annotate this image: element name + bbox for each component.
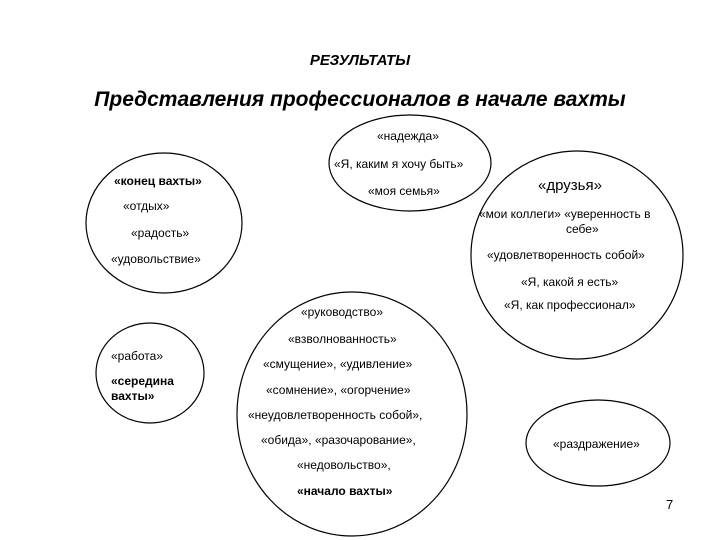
label-udovolstvie: «удовольствие» — [111, 252, 201, 266]
label-radost: «радость» — [131, 226, 190, 240]
label-ya-kak-professional: «Я, как профессионал» — [504, 298, 636, 312]
section-header: РЕЗУЛЬТАТЫ — [309, 52, 411, 69]
label-nedovolstvo: «недовольство», — [297, 458, 391, 472]
label-obida-razocharovanie: «обида», «разочарование», — [261, 433, 416, 447]
label-rabota: «работа» — [111, 349, 164, 363]
label-vahty: вахты» — [111, 389, 155, 403]
page-title: Представления профессионалов в начале вахты — [94, 88, 626, 111]
label-druzya: «друзья» — [538, 177, 602, 194]
label-nadezhda: «надежда» — [377, 129, 439, 143]
page-number: 7 — [666, 497, 674, 512]
label-moi-kollegi: «мои коллеги» «уверенность в — [479, 207, 651, 221]
label-neudovletvorennost-soboy: «неудовлетворенность собой», — [248, 408, 423, 422]
label-seredina: «середина — [111, 374, 174, 388]
label-somnenie-ogorchenie: «сомнение», «огорчение» — [266, 383, 411, 397]
label-sebe: себе» — [566, 222, 599, 236]
label-vzvolnovannost: «взволнованность» — [288, 332, 397, 346]
label-nachalo-vahty: «начало вахты» — [297, 484, 393, 498]
label-ya-kakim-hochu-byt: «Я, каким я хочу быть» — [334, 157, 464, 171]
circle-small-left — [96, 323, 204, 423]
label-otdyh: «отдых» — [123, 199, 170, 213]
label-konec-vahty: «конец вахты» — [114, 174, 202, 188]
label-ya-kakoy-ya-est: «Я, какой я есть» — [521, 275, 619, 289]
label-udovletvorennost-soboy: «удовлетворенность собой» — [487, 248, 645, 262]
label-moya-semya: «моя семья» — [368, 184, 440, 198]
label-rukovodstvo: «руководство» — [301, 305, 384, 319]
label-razdrazhenie: «раздражение» — [553, 437, 640, 451]
label-smushchenie-udivlenie: «смущение», «удивление» — [263, 357, 413, 371]
